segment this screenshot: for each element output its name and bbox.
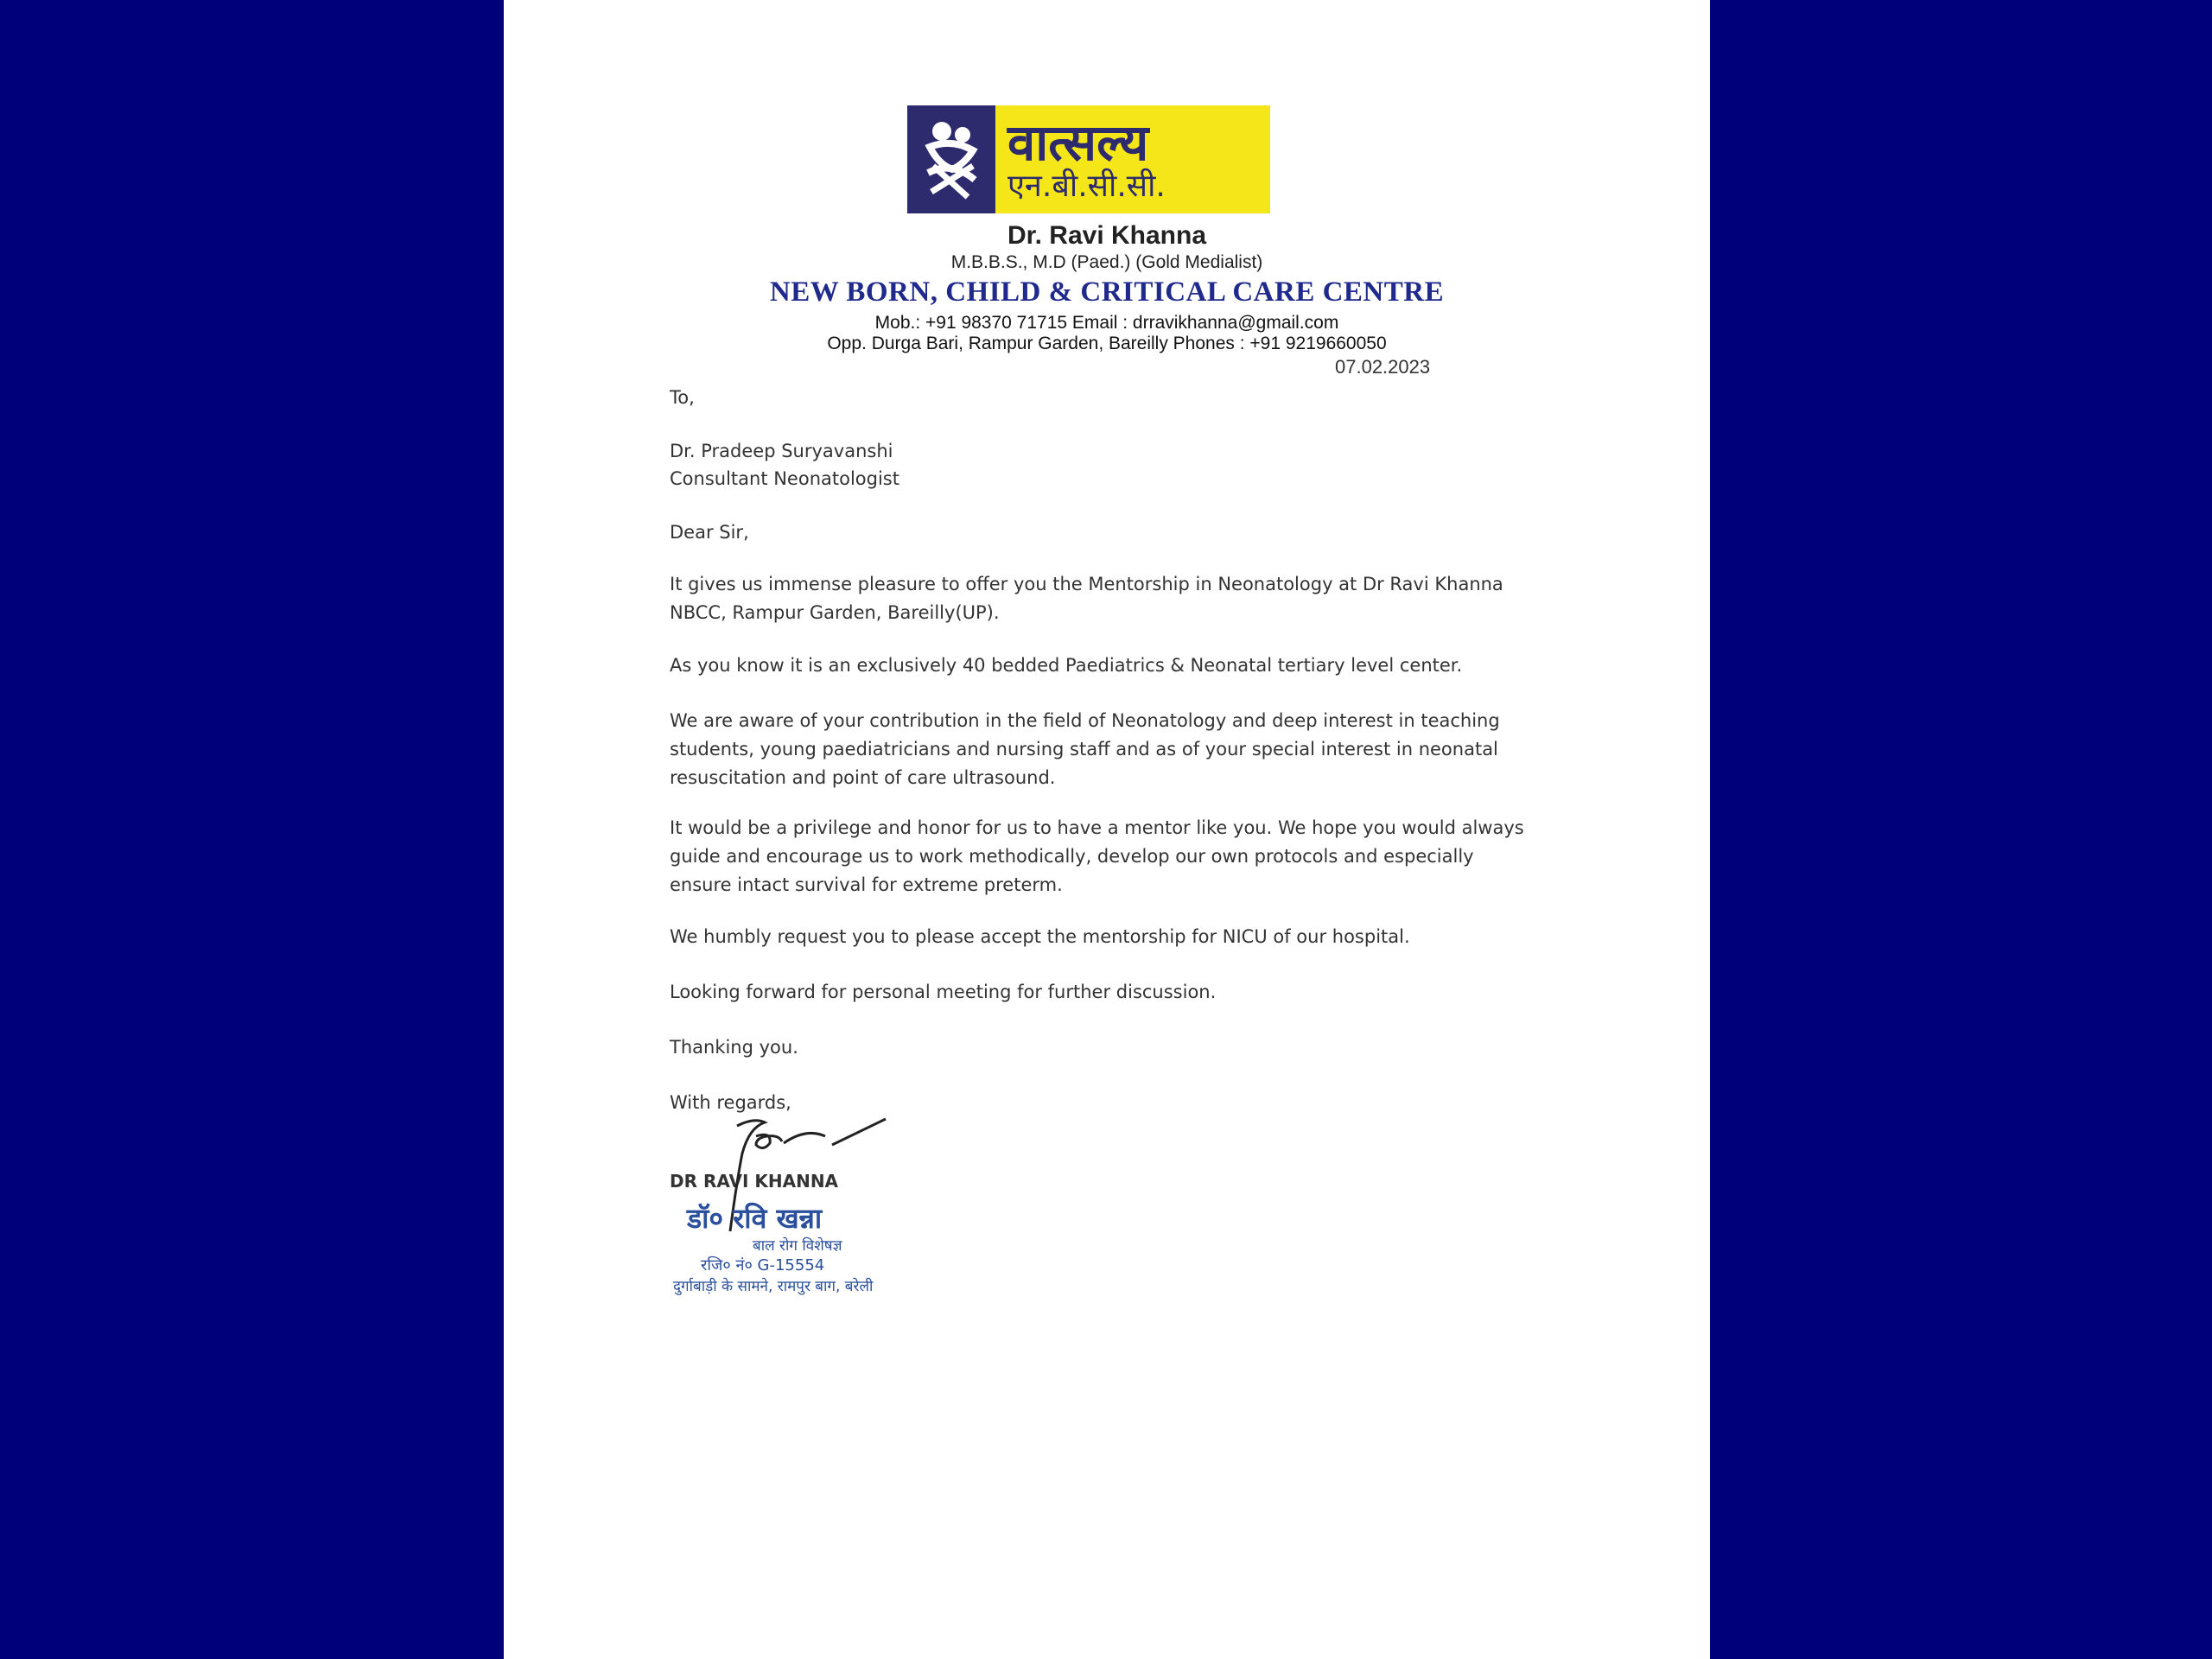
doctor-stamp (673, 1199, 873, 1295)
letter-page (504, 0, 1710, 1659)
logo-text-block (995, 105, 1270, 213)
paragraph-5: We humbly request you to please accept the mentorship for NICU of our hospital. (670, 926, 1410, 947)
contact-line-2: Opp. Durga Bari, Rampur Garden, Bareilly Phones : +91 9219660050 (827, 334, 1387, 353)
doctor-qualifications: M.B.B.S., M.D (Paed.) (Gold Medialist) (950, 252, 1263, 272)
stamp-line-1: डॉ० रवि खन्ना (687, 1202, 823, 1235)
paragraph-1: It gives us immense pleasure to offer you the Mentorship in Neonatology at Dr Ravi Khanna NBCC, Rampur Garden, Bareilly(UP). (670, 574, 1503, 623)
logo-subtitle: एन.बी.सी.सी. (1007, 168, 1166, 204)
paragraph-2: As you know it is an exclusively 40 bedded Paediatrics & Neonatal tertiary level center. (670, 655, 1463, 676)
clinic-name: NEW BORN, CHILD & CRITICAL CARE CENTRE (769, 276, 1445, 308)
salutation: Dear Sir, (670, 522, 749, 543)
letter-date: 07.02.2023 (1335, 356, 1431, 378)
regards-line: With regards, (670, 1092, 791, 1113)
to-line: To, (670, 387, 695, 408)
paragraph-6: Looking forward for personal meeting for further discussion. (670, 982, 1217, 1002)
recipient-name: Dr. Pradeep Suryavanshi (670, 441, 893, 461)
contact-line-1: Mob.: +91 98370 71715 Email : drravikhanna@gmail.com (874, 313, 1339, 333)
clinic-logo (907, 105, 1270, 213)
logo-hindi-name: वात्सल्य (1007, 112, 1149, 172)
paragraph-4: It would be a privilege and honor for us to have a mentor like you. We hope you would always guide and encourage us to work methodically, develop our own protocols and especially ensure intact survival for extreme preterm. (670, 817, 1524, 895)
thanks-line: Thanking you. (670, 1037, 798, 1058)
stamp-line-2: बाल रोग विशेषज्ञ (753, 1237, 842, 1255)
stamp-line-4: दुर्गाबाड़ी के सामने, रामपुर बाग, बरेली (673, 1278, 874, 1295)
recipient-title: Consultant Neonatologist (670, 468, 899, 489)
mother-child-logo-icon (907, 105, 995, 213)
paragraph-3: We are aware of your contribution in the field of Neonatology and deep interest in teaching students, young paediatricians and nursing staff and as of your special interest in neonatal resuscitation and point of care ultrasound. (670, 710, 1500, 788)
doctor-name: Dr. Ravi Khanna (1007, 221, 1207, 250)
stamp-line-3: रजि० नं० G-15554 (701, 1256, 825, 1274)
signatory-name: DR RAVI KHANNA (670, 1171, 839, 1192)
